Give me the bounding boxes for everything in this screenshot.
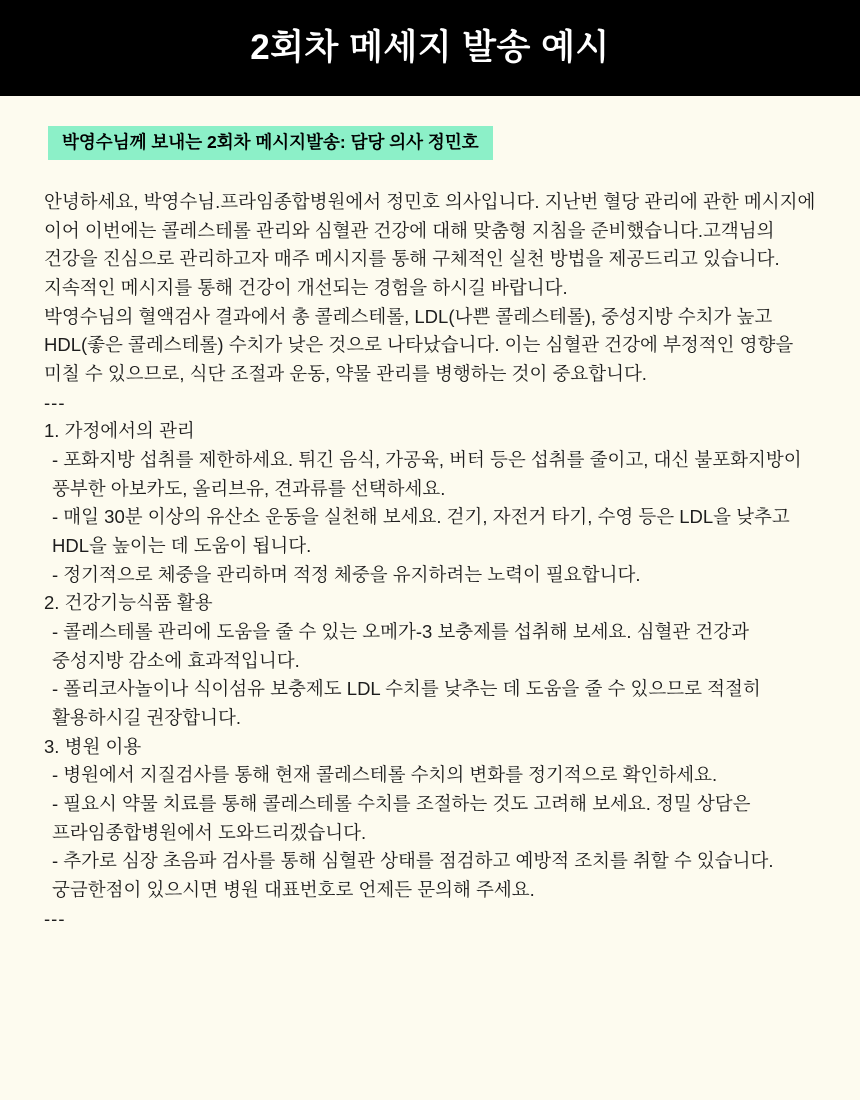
- section-2-item-2: - 폴리코사놀이나 식이섬유 보충제도 LDL 수치를 낮추는 데 도움을 줄 수 있으므로 적절히 활용하시길 권장합니다.: [52, 678, 761, 729]
- page-title: 2회차 메세지 발송 예시: [250, 27, 610, 67]
- document-header: [0, 0, 860, 96]
- section-1-item-2: - 매일 30분 이상의 유산소 운동을 실천해 보세요. 걷기, 자전거 타기, 수영 등은 LDL을 낮추고 HDL을 높이는 데 도움이 됩니다.: [52, 506, 790, 557]
- section-2-item-1: - 콜레스테롤 관리에 도움을 줄 수 있는 오메가-3 보충제를 섭취해 보세요. 심혈관 건강과 중성지방 감소에 효과적입니다.: [52, 621, 750, 671]
- section-1-item-3: - 정기적으로 체중을 관리하며 적정 체중을 유지하려는 노력이 필요합니다.: [52, 563, 641, 585]
- divider-top: ---: [44, 391, 66, 413]
- subtitle-container: [0, 96, 860, 160]
- section-heading-1: 1. 가정에서의 관리: [44, 420, 195, 442]
- section-heading-3: 3. 병원 이용: [44, 735, 142, 757]
- section-3-item-2: - 필요시 약물 치료를 통해 콜레스테롤 수치를 조절하는 것도 고려해 보세요. 정밀 상담은 프라임종합병원에서 도와드리겠습니다.: [52, 793, 751, 843]
- section-1-item-1: - 포화지방 섭취를 제한하세요. 튀긴 음식, 가공육, 버터 등은 섭취를 줄이고, 대신 불포화지방이 풍부한 아보카도, 올리브유, 견과류를 선택하세요.: [52, 449, 802, 499]
- greeting-paragraph: 안녕하세요, 박영수님.프라임종합병원에서 정민호 의사입니다. 지난번 혈당 관리에 관한 메시지에 이어 이번에는 콜레스테롤 관리와 심혈관 건강에 대해 맞춤형 지침을 준비했습니다.고객님의 건강을 진심으로 관리하고자 매주 메시지를 통해 구체적인 실천 방법을 제공드리고 있습니다. 지속적인 메시지를 통해 건강이 개선되는 경험을 하시길 바랍니다.: [44, 191, 816, 299]
- section-heading-2: 2. 건강기능식품 활용: [44, 592, 213, 614]
- divider-bottom: ---: [44, 907, 66, 929]
- message-body: [0, 160, 860, 933]
- section-3-item-3: - 추가로 심장 초음파 검사를 통해 심혈관 상태를 점검하고 예방적 조치를 취할 수 있습니다.궁금한점이 있으시면 병원 대표번호로 언제든 문의해 주세요.: [52, 850, 774, 901]
- section-3-item-1: - 병원에서 지질검사를 통해 현재 콜레스테롤 수치의 변화를 정기적으로 확인하세요.: [52, 764, 718, 786]
- result-paragraph: 박영수님의 혈액검사 결과에서 총 콜레스테롤, LDL(나쁜 콜레스테롤), 중성지방 수치가 높고 HDL(좋은 콜레스테롤) 수치가 낮은 것으로 나타났습니다. 이는 심혈관 건강에 부정적인 영향을 미칠 수 있으므로, 식단 조절과 운동, 약물 관리를 병행하는 것이 중요합니다.: [44, 305, 794, 385]
- subtitle-highlight: 박영수님께 보내는 2회차 메시지발송: 담당 의사 정민호: [48, 126, 493, 160]
